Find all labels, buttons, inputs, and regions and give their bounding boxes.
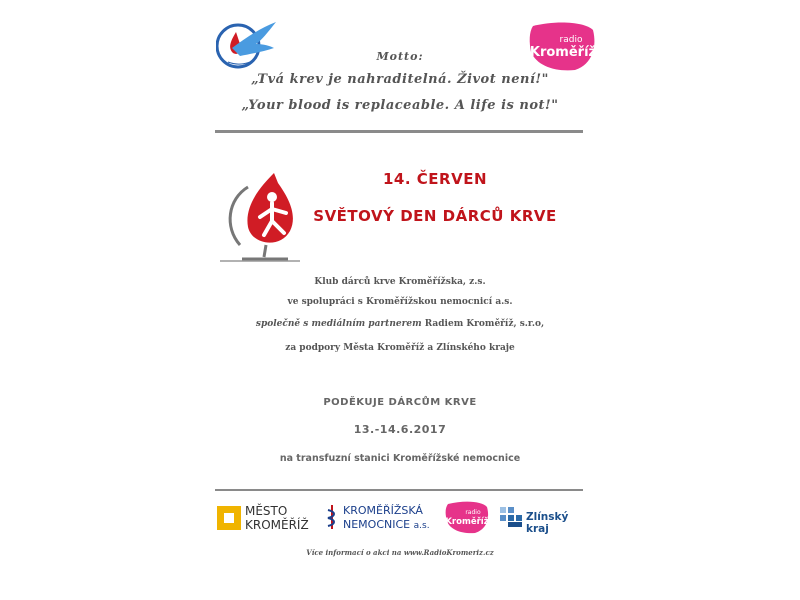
event-dates: 13.-14.6.2017 [353, 423, 447, 436]
mesto-bottom-text: KROMĚŘÍŽ [245, 518, 309, 532]
zlinsky-kraj-logo [500, 500, 590, 534]
svg-text:radio: radio [559, 35, 583, 45]
organizer-line-3 [0, 319, 800, 329]
radio-kromeriz-small-logo [444, 500, 490, 534]
thanks-line: PODĚKUJE DÁRCŮM KRVE [323, 397, 477, 408]
globe-blood-drop-icon [218, 165, 308, 263]
motto-english: „Your blood is replaceable. A life is not!" [241, 98, 559, 113]
motto-label: Motto: [376, 50, 424, 63]
mesto-kromeriz-logo [217, 500, 317, 534]
organizer-line-2: ve spolupráci s Kroměřížskou nemocnicí a.s. [287, 297, 513, 307]
event-date: 14. ČERVEN [382, 170, 487, 188]
top-divider [215, 130, 583, 133]
zlin-text: Zlínský kraj [526, 511, 569, 535]
organizer-line-4: za podpory Města Kroměříž a Zlínského kraje [285, 343, 515, 353]
svg-text:radio: radio [465, 509, 481, 516]
media-partner-name: Radiem Kroměříž, s.r.o, [421, 319, 545, 329]
organizer-line-1: Klub dárců krve Kroměřížska, z.s. [314, 277, 486, 287]
mesto-top-text: MĚSTO [245, 504, 288, 518]
motto-czech: „Tvá krev je nahraditelná. Život není!" [251, 72, 549, 87]
mesto-square-icon [217, 506, 241, 530]
event-place: na transfuzní stanici Kroměřížské nemocnice [279, 453, 521, 464]
svg-text:Kroměříž: Kroměříž [445, 517, 489, 527]
zlin-squares-icon [500, 507, 522, 527]
nemocnice-logo [325, 500, 435, 534]
svg-text:Kroměříž: Kroměříž [529, 45, 597, 60]
event-name: SVĚTOVÝ DEN DÁRCŮ KRVE [313, 207, 557, 225]
media-partner-label: společně s mediálním partnerem [255, 319, 422, 329]
bottom-divider [215, 489, 583, 491]
blood-donor-club-logo [216, 18, 278, 72]
nemocnice-suffix: a.s. [413, 521, 430, 531]
caduceus-icon [325, 504, 339, 530]
nemocnice-top-text: KROMĚŘÍŽSKÁ [343, 504, 423, 517]
radio-kromeriz-logo [527, 20, 597, 72]
nemocnice-bottom-text: NEMOCNICE [343, 518, 411, 531]
footer-info: Více informací o akci na www.RadioKromeriz.cz [306, 548, 494, 557]
